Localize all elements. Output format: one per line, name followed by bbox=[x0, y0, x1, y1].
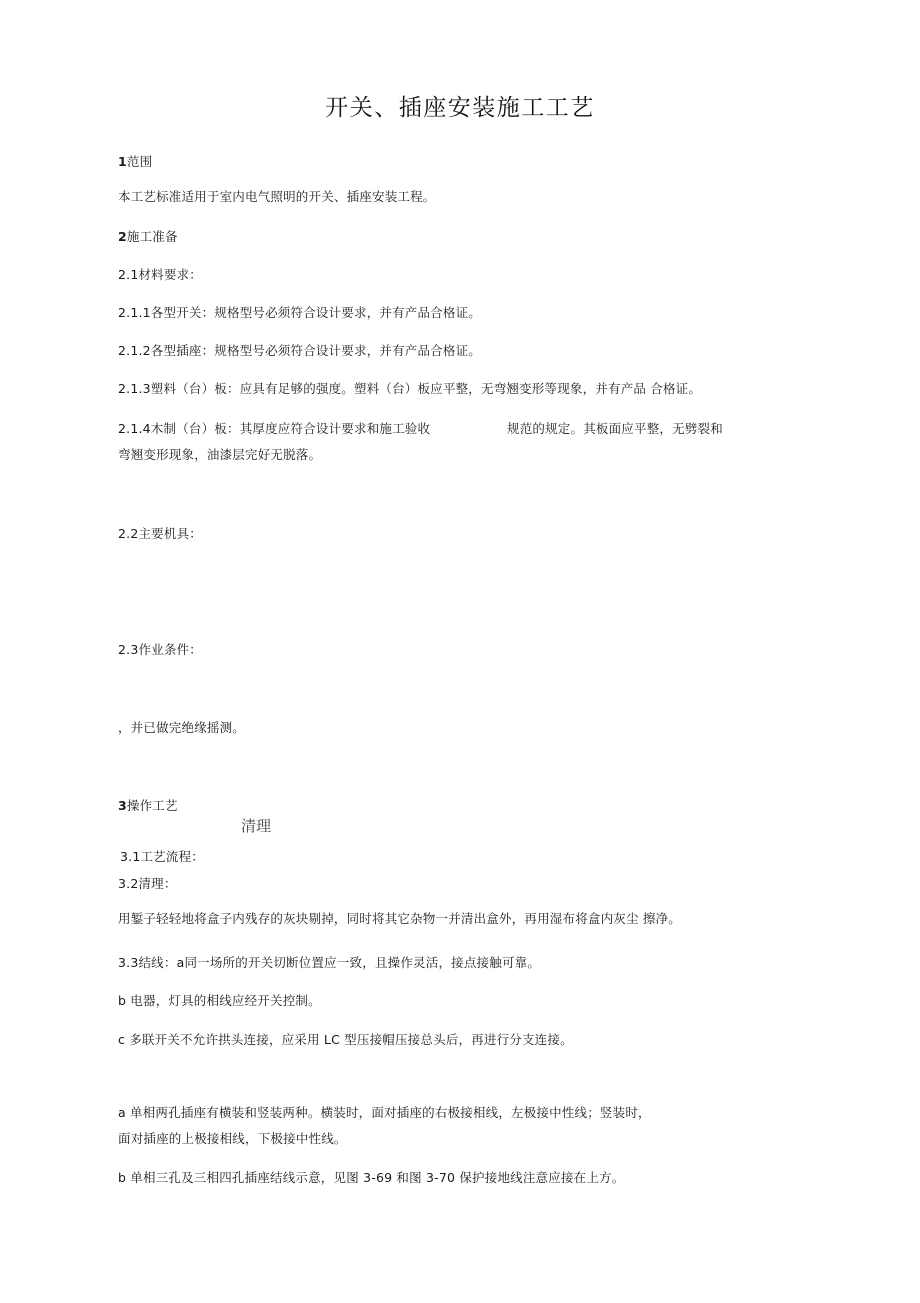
paragraph-cleaning: 用錾子轻轻地将盒子内残存的灰块剔掉，同时将其它杂物一并清出盒外，再用湿布将盒内灰尘 擦净。 bbox=[118, 911, 681, 926]
paragraph-socket-a-line2: 面对插座的上极接相线，下极接中性线。 bbox=[118, 1131, 347, 1146]
flowchart-label-clean: 清理 bbox=[241, 817, 272, 835]
paragraph-socket-b: b 单相三孔及三相四孔插座结线示意，见图 3-69 和图 3-70 保护接地线注意应接在上方。 bbox=[118, 1170, 625, 1185]
paragraph-wiring-a: 3.3结线：a同一场所的开关切断位置应一致，且操作灵活，接点接触可靠。 bbox=[118, 955, 541, 970]
paragraph-wiring-c: c 多联开关不允许拱头连接，应采用 LC 型压接帽压接总头后，再进行分支连接。 bbox=[118, 1032, 573, 1047]
section-heading-2 bbox=[118, 229, 178, 245]
paragraph-insulation: ，并已做完绝缘摇测。 bbox=[118, 720, 246, 735]
subheading-tools: 2.2主要机具： bbox=[118, 526, 202, 541]
page-title: 开关、插座安装施工工艺 bbox=[325, 95, 595, 121]
section-heading-3 bbox=[118, 798, 178, 814]
section-label: 操作工艺 bbox=[126, 798, 178, 813]
paragraph-wood-plate-line1b: 规范的规定。其板面应平整，无劈裂和 bbox=[507, 421, 723, 436]
section-number: 3 bbox=[118, 798, 127, 813]
section-number: 2 bbox=[118, 229, 127, 244]
section-label: 施工准备 bbox=[126, 229, 178, 244]
paragraph-switches: 2.1.1各型开关：规格型号必须符合设计要求，并有产品合格证。 bbox=[118, 305, 482, 320]
subheading-cleaning: 3.2清理： bbox=[118, 876, 177, 891]
section-label: 范围 bbox=[126, 154, 153, 169]
paragraph-scope: 本工艺标准适用于室内电气照明的开关、插座安装工程。 bbox=[118, 189, 436, 204]
paragraph-wood-plate-line2: 弯翘变形现象，油漆层完好无脱落。 bbox=[118, 447, 322, 462]
subheading-conditions: 2.3作业条件： bbox=[118, 642, 202, 657]
section-number: 1 bbox=[118, 154, 127, 169]
subheading-process-flow: 3.1工艺流程： bbox=[120, 849, 204, 864]
subheading-materials: 2.1材料要求： bbox=[118, 267, 202, 282]
paragraph-wood-plate-line1a: 2.1.4木制（台）板：其厚度应符合设计要求和施工验收 bbox=[118, 421, 431, 436]
paragraph-wiring-b: b 电器，灯具的相线应经开关控制。 bbox=[118, 993, 321, 1008]
section-heading-1 bbox=[118, 154, 152, 170]
paragraph-plastic-plate: 2.1.3塑料（台）板：应具有足够的强度。塑料（台）板应平整，无弯翘变形等现象，并有产品 合格证。 bbox=[118, 381, 702, 396]
paragraph-socket-a-line1: a 单相两孔插座有横装和竖装两种。横装时，面对插座的右极接相线，左极接中性线；竖装时， bbox=[118, 1105, 651, 1120]
paragraph-sockets: 2.1.2各型插座：规格型号必须符合设计要求，并有产品合格证。 bbox=[118, 343, 482, 358]
